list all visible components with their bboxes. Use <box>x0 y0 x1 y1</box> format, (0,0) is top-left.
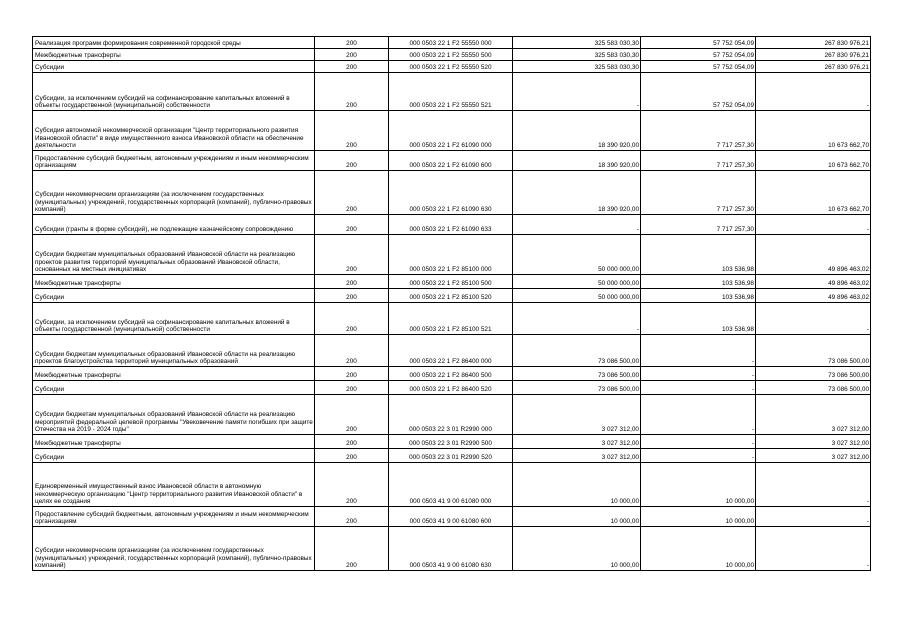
row-remaining-cell: - <box>756 215 871 235</box>
row-remaining-cell: 10 673 662,70 <box>756 111 871 151</box>
row-remaining-cell: 3 027 312,00 <box>756 435 871 449</box>
table-row <box>33 395 871 435</box>
row-remaining-cell: 10 673 662,70 <box>756 151 871 171</box>
row-executed-cell: 7 717 257,30 <box>641 111 756 151</box>
row-name-cell: Субсидии, за исключением субсидий на софинансирование капитальных вложений в объекты государственной (муниципальной) собственности <box>33 303 315 335</box>
row-executed-cell: - <box>641 435 756 449</box>
budget-table <box>32 36 871 571</box>
row-code-cell: 200 <box>315 527 389 571</box>
row-code-cell: 200 <box>315 235 389 275</box>
row-executed-cell: 57 752 054,09 <box>641 61 756 73</box>
row-remaining-cell: - <box>756 507 871 527</box>
row-remaining-cell: - <box>756 303 871 335</box>
row-name-cell: Субсидии <box>33 61 315 73</box>
row-name-cell: Реализация программ формирования современной городской среды <box>33 37 315 49</box>
row-code-cell: 200 <box>315 367 389 381</box>
row-name-cell: Субсидии некоммерческим организациям (за исключением государственных (муниципальных) учреждений, государственных корпораций (компаний), публично-правовых компаний) <box>33 171 315 215</box>
row-kbk-cell: 000 0503 22 1 F2 61090 633 <box>389 215 513 235</box>
row-total-cell: 10 000,00 <box>513 507 641 527</box>
table-row <box>33 303 871 335</box>
row-total-cell: 3 027 312,00 <box>513 435 641 449</box>
table-row <box>33 507 871 527</box>
row-kbk-cell: 000 0503 22 1 F2 85100 000 <box>389 235 513 275</box>
row-code-cell: 200 <box>315 111 389 151</box>
row-total-cell: 18 390 920,00 <box>513 151 641 171</box>
row-kbk-cell: 000 0503 41 9 00 61080 000 <box>389 463 513 507</box>
row-remaining-cell: - <box>756 73 871 111</box>
row-code-cell: 200 <box>315 151 389 171</box>
row-remaining-cell: 3 027 312,00 <box>756 395 871 435</box>
row-total-cell: 73 086 500,00 <box>513 381 641 395</box>
row-kbk-cell: 000 0503 41 9 00 61080 630 <box>389 527 513 571</box>
row-executed-cell: 7 717 257,30 <box>641 151 756 171</box>
table-row <box>33 367 871 381</box>
row-name-cell: Предоставление субсидий бюджетным, автономным учреждениям и иным некоммерческим организациям <box>33 151 315 171</box>
row-total-cell: 18 390 920,00 <box>513 171 641 215</box>
table-row <box>33 171 871 215</box>
table-row <box>33 435 871 449</box>
row-kbk-cell: 000 0503 22 1 F2 55550 521 <box>389 73 513 111</box>
row-remaining-cell: 49 896 463,02 <box>756 275 871 289</box>
table-row <box>33 49 871 61</box>
row-kbk-cell: 000 0503 22 1 F2 61090 630 <box>389 171 513 215</box>
row-name-cell: Межбюджетные трансферты <box>33 367 315 381</box>
row-total-cell: 3 027 312,00 <box>513 449 641 463</box>
row-kbk-cell: 000 0503 22 1 F2 85100 520 <box>389 289 513 303</box>
row-kbk-cell: 000 0503 22 1 F2 61090 000 <box>389 111 513 151</box>
row-executed-cell: 103 536,98 <box>641 289 756 303</box>
row-code-cell: 200 <box>315 215 389 235</box>
row-executed-cell: 57 752 054,09 <box>641 73 756 111</box>
table-row <box>33 235 871 275</box>
row-code-cell: 200 <box>315 395 389 435</box>
row-name-cell: Субсидии <box>33 449 315 463</box>
row-name-cell: Субсидии, за исключением субсидий на софинансирование капитальных вложений в объекты государственной (муниципальной) собственности <box>33 73 315 111</box>
row-kbk-cell: 000 0503 22 1 F2 85100 521 <box>389 303 513 335</box>
row-name-cell: Межбюджетные трансферты <box>33 275 315 289</box>
row-code-cell: 200 <box>315 303 389 335</box>
row-code-cell: 200 <box>315 49 389 61</box>
row-remaining-cell: 10 673 662,70 <box>756 171 871 215</box>
table-row <box>33 61 871 73</box>
row-name-cell: Субсидии некоммерческим организациям (за исключением государственных (муниципальных) учреждений, государственных корпораций (компаний), публично-правовых компаний) <box>33 527 315 571</box>
row-kbk-cell: 000 0503 22 3 01 R2990 520 <box>389 449 513 463</box>
row-remaining-cell: 49 896 463,02 <box>756 289 871 303</box>
row-kbk-cell: 000 0503 22 1 F2 86400 500 <box>389 367 513 381</box>
row-code-cell: 200 <box>315 463 389 507</box>
table-row <box>33 463 871 507</box>
row-remaining-cell: 49 896 463,02 <box>756 235 871 275</box>
table-row <box>33 289 871 303</box>
row-kbk-cell: 000 0503 41 9 00 61080 600 <box>389 507 513 527</box>
row-executed-cell: 103 536,98 <box>641 303 756 335</box>
row-code-cell: 200 <box>315 335 389 367</box>
row-total-cell: - <box>513 215 641 235</box>
row-remaining-cell: 267 830 976,21 <box>756 61 871 73</box>
row-remaining-cell: 3 027 312,00 <box>756 449 871 463</box>
table-row <box>33 73 871 111</box>
row-kbk-cell: 000 0503 22 3 01 R2990 000 <box>389 395 513 435</box>
row-code-cell: 200 <box>315 507 389 527</box>
row-executed-cell: - <box>641 381 756 395</box>
row-total-cell: 10 000,00 <box>513 463 641 507</box>
row-total-cell: 325 583 030,30 <box>513 61 641 73</box>
table-row <box>33 335 871 367</box>
table-row <box>33 111 871 151</box>
row-code-cell: 200 <box>315 275 389 289</box>
row-executed-cell: - <box>641 335 756 367</box>
row-name-cell: Субсидии бюджетам муниципальных образований Ивановской области на реализацию проектов благоустройства территорий муниципальных образований <box>33 335 315 367</box>
table-row <box>33 381 871 395</box>
row-remaining-cell: - <box>756 527 871 571</box>
row-total-cell: - <box>513 73 641 111</box>
row-kbk-cell: 000 0503 22 1 F2 86400 000 <box>389 335 513 367</box>
row-kbk-cell: 000 0503 22 1 F2 55550 520 <box>389 61 513 73</box>
row-kbk-cell: 000 0503 22 1 F2 85100 500 <box>389 275 513 289</box>
row-remaining-cell: 73 086 500,00 <box>756 367 871 381</box>
row-kbk-cell: 000 0503 22 1 F2 86400 520 <box>389 381 513 395</box>
row-total-cell: 50 000 000,00 <box>513 235 641 275</box>
row-total-cell: 10 000,00 <box>513 527 641 571</box>
row-remaining-cell: 73 086 500,00 <box>756 381 871 395</box>
row-code-cell: 200 <box>315 449 389 463</box>
row-name-cell: Субсидии <box>33 381 315 395</box>
budget-table-body <box>33 37 871 571</box>
row-executed-cell: - <box>641 449 756 463</box>
row-code-cell: 200 <box>315 37 389 49</box>
row-executed-cell: 7 717 257,30 <box>641 171 756 215</box>
row-executed-cell: 7 717 257,30 <box>641 215 756 235</box>
row-name-cell: Субсидии бюджетам муниципальных образований Ивановской области на реализацию мероприятий федеральной целевой программы "Увековечение памяти погибших при защите Отечества на 2019 - 2024 годы" <box>33 395 315 435</box>
row-code-cell: 200 <box>315 289 389 303</box>
row-total-cell: 18 390 920,00 <box>513 111 641 151</box>
row-executed-cell: 57 752 054,09 <box>641 49 756 61</box>
table-row <box>33 37 871 49</box>
row-total-cell: - <box>513 303 641 335</box>
row-remaining-cell: 267 830 976,21 <box>756 49 871 61</box>
row-executed-cell: 10 000,00 <box>641 463 756 507</box>
row-kbk-cell: 000 0503 22 1 F2 55550 500 <box>389 49 513 61</box>
row-code-cell: 200 <box>315 171 389 215</box>
row-total-cell: 325 583 030,30 <box>513 49 641 61</box>
row-total-cell: 325 583 030,30 <box>513 37 641 49</box>
row-name-cell: Субсидии бюджетам муниципальных образований Ивановской области на реализацию проектов развития территорий муниципальных образований Ивановской области, основанных на местных инициативах <box>33 235 315 275</box>
row-code-cell: 200 <box>315 73 389 111</box>
row-remaining-cell: - <box>756 463 871 507</box>
row-code-cell: 200 <box>315 435 389 449</box>
row-code-cell: 200 <box>315 61 389 73</box>
row-kbk-cell: 000 0503 22 3 01 R2990 500 <box>389 435 513 449</box>
row-executed-cell: 103 536,98 <box>641 275 756 289</box>
row-name-cell: Межбюджетные трансферты <box>33 435 315 449</box>
row-executed-cell: - <box>641 367 756 381</box>
row-total-cell: 73 086 500,00 <box>513 335 641 367</box>
row-total-cell: 50 000 000,00 <box>513 275 641 289</box>
row-executed-cell: 10 000,00 <box>641 507 756 527</box>
row-total-cell: 50 000 000,00 <box>513 289 641 303</box>
row-remaining-cell: 73 086 500,00 <box>756 335 871 367</box>
row-total-cell: 73 086 500,00 <box>513 367 641 381</box>
row-name-cell: Субсидия автономной некоммерческой организации "Центр территориального развития Ивановской области" в виде имущественного взноса Ивановской области на обеспечение деятельности <box>33 111 315 151</box>
row-executed-cell: 103 536,98 <box>641 235 756 275</box>
row-code-cell: 200 <box>315 381 389 395</box>
row-total-cell: 3 027 312,00 <box>513 395 641 435</box>
table-row <box>33 527 871 571</box>
row-kbk-cell: 000 0503 22 1 F2 55550 000 <box>389 37 513 49</box>
table-row <box>33 275 871 289</box>
table-row <box>33 151 871 171</box>
table-row <box>33 449 871 463</box>
row-executed-cell: - <box>641 395 756 435</box>
row-name-cell: Межбюджетные трансферты <box>33 49 315 61</box>
row-kbk-cell: 000 0503 22 1 F2 61090 600 <box>389 151 513 171</box>
row-remaining-cell: 267 830 976,21 <box>756 37 871 49</box>
row-name-cell: Предоставление субсидий бюджетным, автономным учреждениям и иным некоммерческим организациям <box>33 507 315 527</box>
row-name-cell: Единовременный имущественный взнос Ивановской области в автономную некоммерческую организацию "Центр территориального развития Ивановской области" в целях ее создания <box>33 463 315 507</box>
row-executed-cell: 57 752 054,09 <box>641 37 756 49</box>
row-name-cell: Субсидии <box>33 289 315 303</box>
row-executed-cell: 10 000,00 <box>641 527 756 571</box>
row-name-cell: Субсидии (гранты в форме субсидий), не подлежащие казначейскому сопровождению <box>33 215 315 235</box>
table-row <box>33 215 871 235</box>
